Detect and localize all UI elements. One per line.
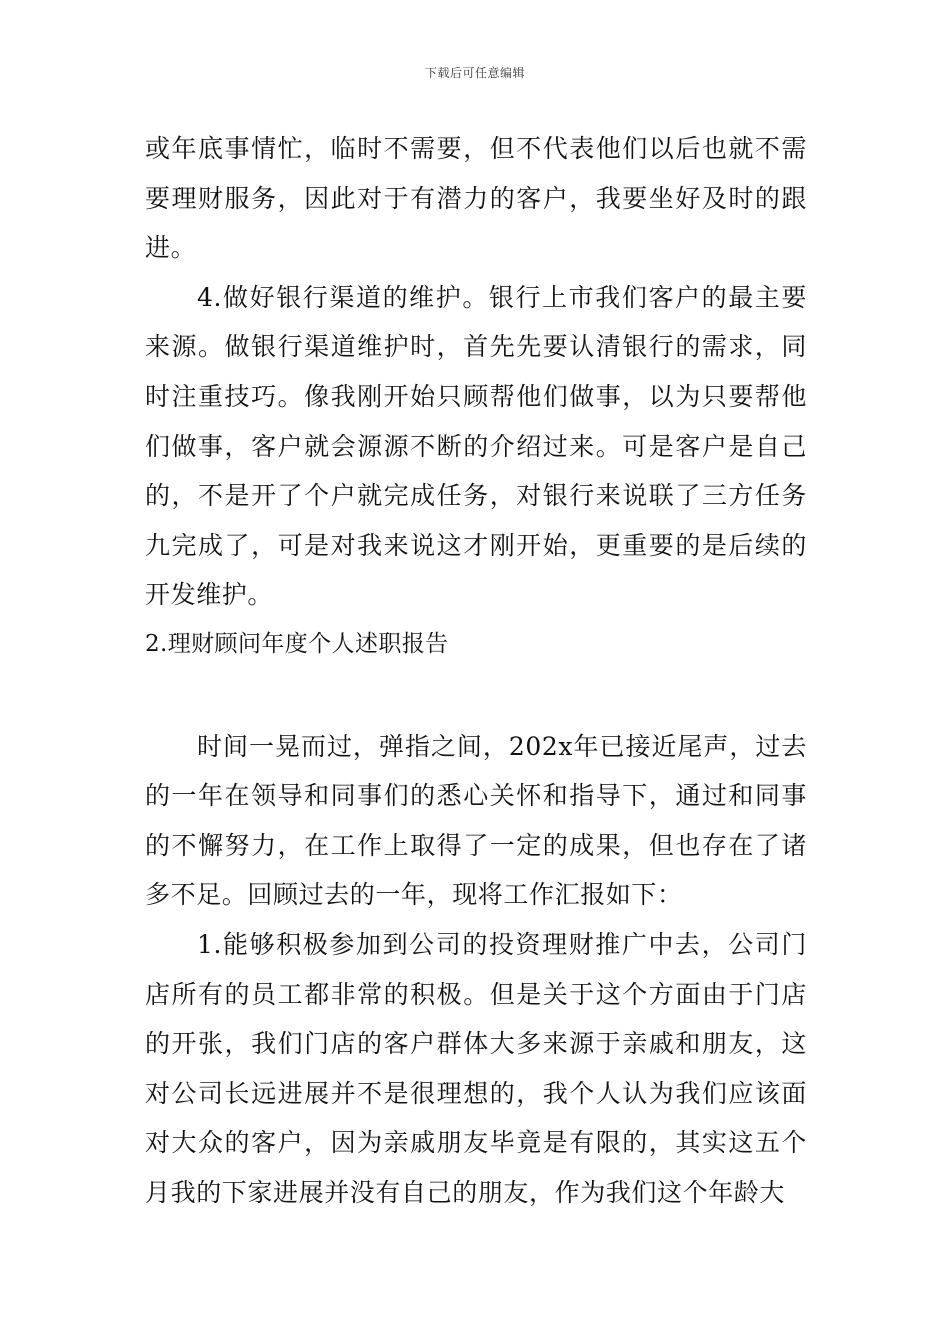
paragraph-point-1: 1.能够积极参加到公司的投资理财推广中去，公司门店所有的员工都非常的积极。但是关于这个方面由于门店的开张，我们门店的客户群体大多来源于亲戚和朋友，这对公司长远进展并不是很理想的，我个人认为我们应该面对大众的客户，因为亲戚朋友毕竟是有限的，其实这五个月我的下家进展并没有自己的朋友，作为我们这个年龄大 xyxy=(145,929,807,1207)
page-header-note: 下载后可任意编辑 xyxy=(424,66,525,80)
paragraph-continuation: 或年底事情忙，临时不需要，但不代表他们以后也就不需要理财服务，因此对于有潜力的客户，我要坐好及时的跟进。 xyxy=(145,134,807,263)
document-body xyxy=(145,124,807,1217)
paragraph-intro: 时间一晃而过，弹指之间，202x年已接近尾声，过去的一年在领导和同事们的悉心关怀和指导下，通过和同事的不懈努力，在工作上取得了一定的成果，但也存在了诸多不足。回顾过去的一年，现将工作汇报如下： xyxy=(145,731,807,910)
paragraph-bank-channel: 4.做好银行渠道的维护。银行上市我们客户的最主要来源。做银行渠道维护时，首先先要认清银行的需求，同时注重技巧。像我刚开始只顾帮他们做事，以为只要帮他们做事，客户就会源源不断的介绍过来。可是客户是自己的，不是开了个户就完成任务，对银行来说联了三方任务九完成了，可是对我来说这才刚开始，更重要的是后续的开发维护。 xyxy=(145,282,807,610)
section-heading: 2.理财顾问年度个人述职报告 xyxy=(145,630,449,657)
section-spacer xyxy=(145,670,807,722)
